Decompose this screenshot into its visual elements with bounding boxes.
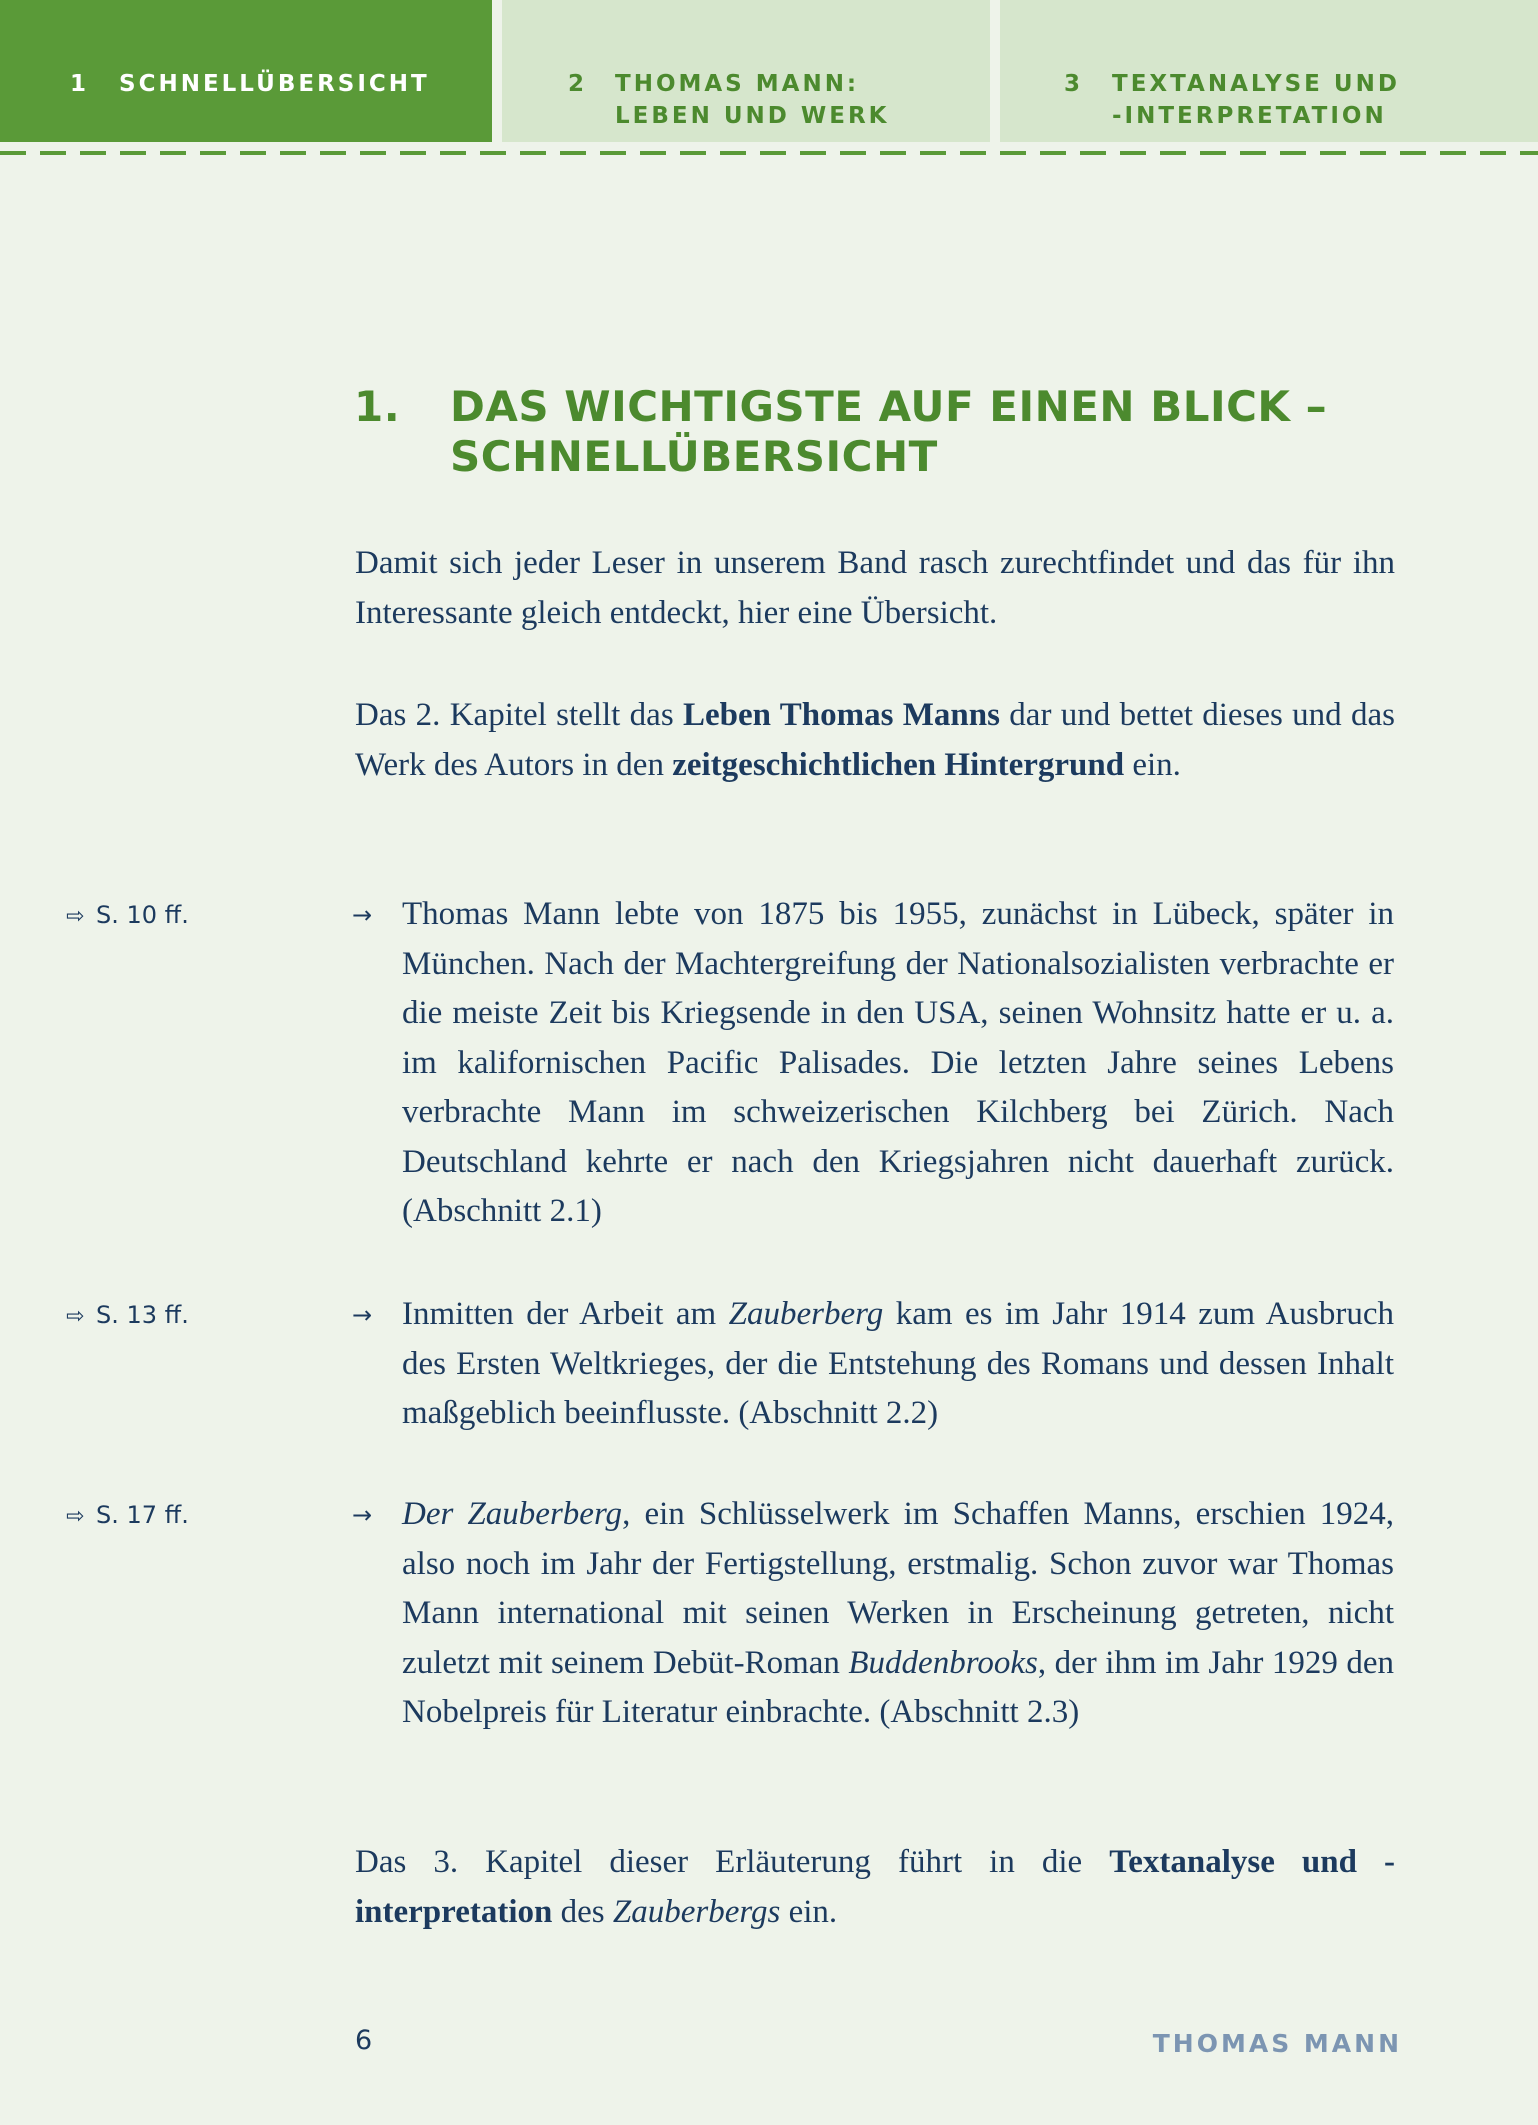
bold-run: Leben Thomas Manns	[683, 697, 1000, 733]
text-run: Das 3. Kapitel dieser Erläuterung führt in die	[355, 1844, 1110, 1880]
text-run: ein.	[1124, 747, 1181, 783]
page-reference-label: S. 17 ff.	[96, 1501, 189, 1529]
chapter3-paragraph	[355, 1837, 1395, 1937]
list-item-text	[402, 890, 1394, 1237]
tab-label: TEXTANALYSE UND -INTERPRETATION	[1112, 71, 1400, 129]
tab-number: 3	[1064, 71, 1084, 97]
italic-run: Zauberbergs	[612, 1894, 781, 1930]
text-run: , ein Schlüsselwerk im Schaffen Manns, erschien 1924, also noch im Jahr der Fertigstellung, erstmalig. Schon zuvor war Thomas Mann international mit seinen Werken in Erscheinung getreten, nicht zuletzt mit seinem Debüt-Roman	[402, 1496, 1394, 1681]
chapter2-paragraph	[355, 690, 1395, 790]
intro-paragraph: Damit sich jeder Leser in unserem Band rasch zurechtfindet und das für ihn Interessante gleich entdeckt, hier eine Übersicht.	[355, 545, 1395, 631]
chapter-tabs	[0, 0, 1538, 142]
bold-run: Textanalyse und -interpretation	[355, 1844, 1395, 1930]
page-reference-label: S. 10 ff.	[96, 901, 189, 929]
arrow-right-outline-icon: ⇨	[66, 1304, 85, 1329]
running-title: THOMAS MANN	[1152, 2029, 1402, 2058]
italic-run: Der Zauberberg	[402, 1496, 623, 1532]
page-reference-link[interactable]	[66, 1490, 189, 1542]
dashed-divider	[0, 151, 1538, 155]
arrow-bullet-icon: →	[352, 1301, 373, 1329]
arrow-bullet-icon: →	[352, 1501, 373, 1529]
page-number: 6	[355, 2025, 373, 2056]
tab-label: THOMAS MANN: LEBEN UND WERK	[615, 71, 890, 129]
italic-run: Zauberberg	[728, 1296, 884, 1332]
chapter-title: DAS WICHTIGSTE AUF EINEN BLICK – SCHNELLÜBERSICHT	[450, 382, 1328, 481]
chapter-number: 1.	[354, 382, 401, 431]
text-run: kam es im Jahr 1914 zum Ausbruch des Ersten Weltkrieges, der die Entstehung des Romans und dessen Inhalt maßgeblich beeinflusste. (Abschnitt 2.2)	[402, 1296, 1394, 1431]
text-run: Thomas Mann lebte von 1875 bis 1955, zunächst in Lübeck, später in München. Nach der Machtergreifung der Nationalsozialisten verbrachte er die meiste Zeit bis Kriegsende in den USA, seinen Wohnsitz hatte er u. a. im kalifornischen Pacific Palisades. Die letzten Jahre seines Lebens verbrachte Mann im schweizerischen Kilchberg bei Zürich. Nach Deutschland kehrte er nach den Kriegsjahren nicht dauerhaft zurück. (Abschnitt 2.1)	[402, 896, 1394, 1229]
page-reference-link[interactable]	[66, 890, 189, 942]
bold-run: zeitgeschichtlichen Hintergrund	[672, 747, 1125, 783]
text-run: dar und bettet dieses und das Werk des Autors in den	[355, 697, 1396, 783]
tab-textanalyse[interactable]	[1000, 0, 1538, 142]
tab-number: 1	[70, 71, 90, 97]
text-run: ein.	[780, 1894, 838, 1930]
page-reference-label: S. 13 ff.	[96, 1301, 189, 1329]
page-reference-link[interactable]	[66, 1290, 189, 1342]
list-item-text	[402, 1290, 1394, 1439]
arrow-right-outline-icon: ⇨	[66, 904, 85, 929]
tab-number: 2	[568, 71, 588, 97]
list-item-text	[402, 1490, 1394, 1738]
text-run: des	[552, 1894, 613, 1930]
arrow-right-outline-icon: ⇨	[66, 1504, 85, 1529]
text-run: , der ihm im Jahr 1929 den Nobelpreis für Literatur einbrachte. (Abschnitt 2.3)	[402, 1644, 1394, 1730]
arrow-bullet-icon: →	[352, 901, 373, 929]
text-run: Inmitten der Arbeit am	[402, 1296, 729, 1332]
tab-schnelluebersicht[interactable]	[0, 0, 492, 142]
text-run: Das 2. Kapitel stellt das	[355, 697, 683, 733]
tab-leben-und-werk[interactable]	[502, 0, 990, 142]
tab-label: SCHNELLÜBERSICHT	[119, 71, 430, 97]
italic-run: Buddenbrooks	[848, 1644, 1038, 1681]
